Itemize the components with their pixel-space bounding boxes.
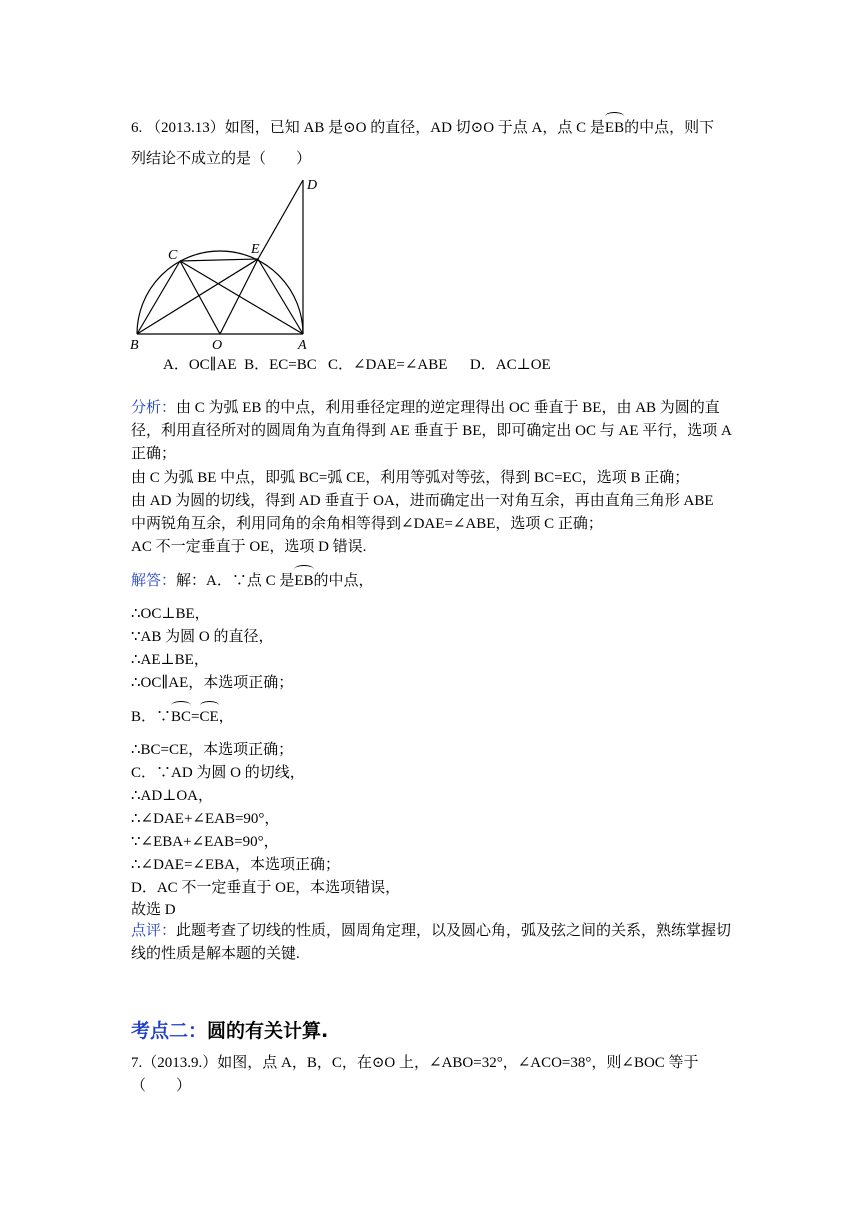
analysis-label: 分析： bbox=[131, 400, 177, 416]
analysis-line7: AC 不一定垂直于 OE，选项 D 错误. bbox=[131, 539, 367, 555]
comment-label: 点评： bbox=[131, 923, 177, 939]
label-e: E bbox=[251, 242, 260, 257]
solution-line11: ∵∠EBA+∠EAB=90°， bbox=[131, 834, 279, 850]
segment-ed bbox=[258, 180, 303, 259]
solution-line8: C．∵AD 为圆 O 的切线， bbox=[131, 765, 305, 781]
analysis-line1 bbox=[131, 398, 720, 418]
solution-line6 bbox=[131, 707, 234, 727]
label-a: A bbox=[298, 338, 307, 353]
analysis-line2: 径，利用直径所对的圆周角为直角得到 AE 垂直于 BE，即可确定出 OC 与 AE 平行，选项 A bbox=[131, 423, 732, 439]
segment-co bbox=[180, 261, 220, 334]
section-title: 圆的有关计算. bbox=[207, 1020, 329, 1042]
solution-label: 解答： bbox=[131, 573, 177, 589]
label-c: C bbox=[168, 248, 178, 263]
q7-line1: 7.（2013.9.）如图，点 A，B，C，在⊙O 上，∠ABO=32°，∠ACO=38°，则∠BOC 等于 bbox=[131, 1055, 699, 1071]
section-label: 考点二： bbox=[131, 1020, 208, 1042]
q6-stem-text-end: 的中点，则下 bbox=[624, 120, 715, 136]
solution-line12: ∴∠DAE=∠EBA，本选项正确； bbox=[131, 857, 340, 873]
arc-bc: BC bbox=[171, 709, 192, 725]
analysis-line4: 由 C 为弧 BE 中点，即弧 BC=弧 CE，利用等弧对等弦，得到 BC=EC，选项 B 正确； bbox=[131, 470, 690, 486]
section-heading bbox=[131, 1016, 328, 1043]
comment-text: 此题考查了切线的性质，圆周角定理，以及圆心角，弧及弦之间的关系，熟练掌握切 bbox=[176, 923, 732, 939]
comment-line2: 线的性质是解本题的关键. bbox=[131, 946, 300, 962]
label-d: D bbox=[307, 178, 318, 193]
arc-ce: CE bbox=[199, 709, 219, 725]
solution-line7: ∴BC=CE，本选项正确； bbox=[131, 742, 294, 758]
solution-line14: 故选 D bbox=[131, 902, 176, 918]
arc-eb: EB bbox=[604, 120, 625, 136]
solution-line13: D．AC 不一定垂直于 OE，本选项错误， bbox=[131, 880, 401, 896]
analysis-line5: 由 AD 为圆的切线，得到 AD 垂直于 OA，进而确定出一对角互余，再由直角三角形 ABE bbox=[131, 493, 714, 509]
solution-line10: ∴∠DAE+∠EAB=90°， bbox=[131, 811, 280, 827]
solution-line4: ∴AE⊥BE， bbox=[131, 652, 209, 668]
solution-text-end: 的中点， bbox=[313, 573, 374, 589]
q6-stem-line2: 列结论不成立的是（ ） bbox=[131, 151, 312, 167]
solution-b-suffix: ， bbox=[218, 709, 234, 725]
analysis-line6: 中两锐角互余，利用同角的余角相等得到∠DAE=∠ABE，选项 C 正确； bbox=[131, 516, 603, 532]
solution-line2: ∴OC⊥BE， bbox=[131, 606, 210, 622]
solution-text: 解：A．∵点 C 是 bbox=[176, 573, 295, 589]
segment-ce bbox=[180, 259, 258, 261]
label-o: O bbox=[212, 338, 223, 353]
geometry-figure bbox=[128, 172, 348, 362]
segment-bc bbox=[137, 261, 180, 334]
solution-line3: ∵AB 为圆 O 的直径， bbox=[131, 629, 274, 645]
solution-line9: ∴AD⊥OA， bbox=[131, 788, 213, 804]
solution-line5: ∴OC∥AE，本选项正确； bbox=[131, 675, 294, 691]
solution-line1 bbox=[131, 571, 374, 591]
q6-stem-line1 bbox=[131, 118, 714, 138]
solution-b-prefix: B．∵ bbox=[131, 709, 172, 725]
equals-sign: = bbox=[191, 709, 200, 725]
comment-line1 bbox=[131, 921, 731, 941]
label-b: B bbox=[130, 338, 139, 353]
segment-ea bbox=[258, 259, 303, 334]
q6-stem-text: 6. （2013.13）如图，已知 AB 是⊙O 的直径，AD 切⊙O 于点 A，点 C 是 bbox=[131, 120, 605, 136]
q7-line2: （ ） bbox=[131, 1078, 192, 1094]
analysis-line3: 正确； bbox=[131, 446, 177, 462]
arc-eb-solution: EB bbox=[294, 573, 314, 589]
analysis-text: 由 C 为弧 EB 的中点，利用垂径定理的逆定理得出 OC 垂直于 BE，由 AB 为圆的直 bbox=[176, 400, 720, 416]
q6-options: A．OC∥AE B．EC=BC C．∠DAE=∠ABE D．AC⊥OE bbox=[163, 357, 551, 373]
segment-ca bbox=[180, 261, 303, 334]
